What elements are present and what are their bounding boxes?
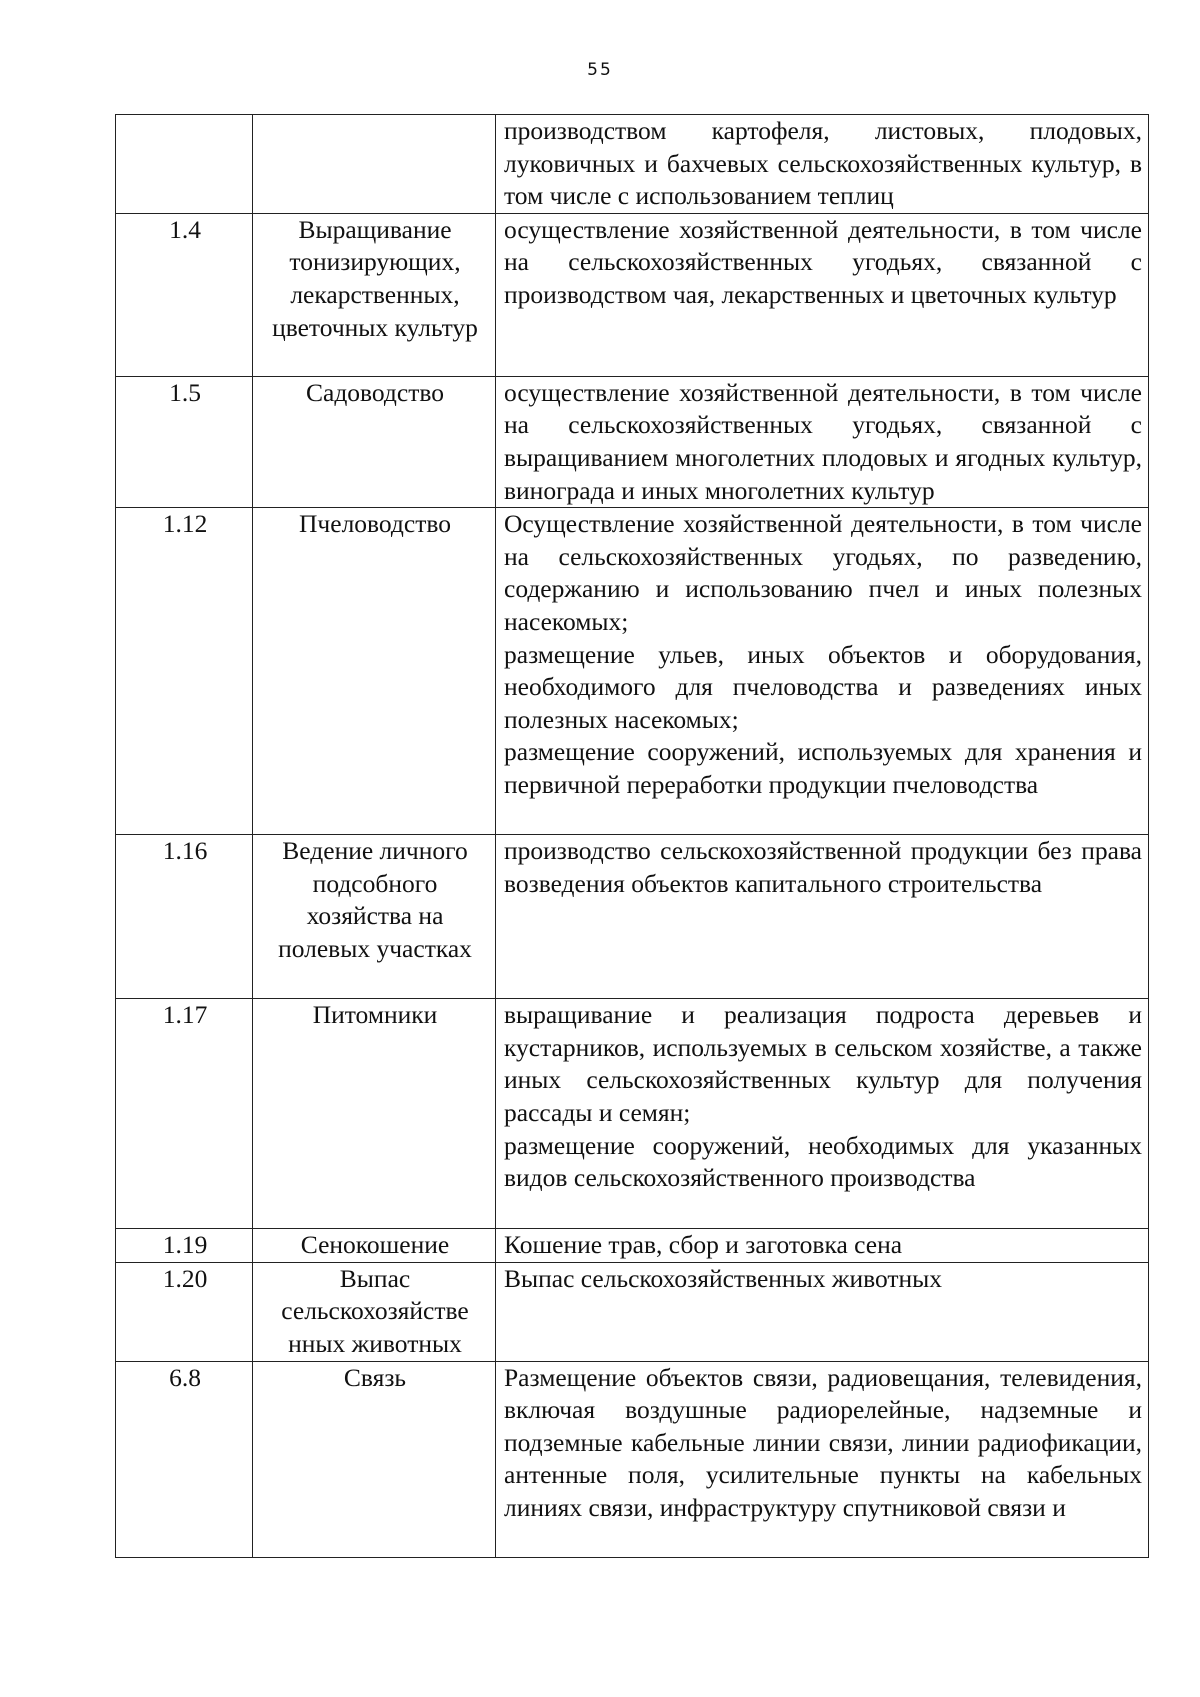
row-description: [496, 376, 1149, 507]
description-paragraph: Выпас сельскохозяйственных животных: [504, 1263, 943, 1293]
description-paragraph: Размещение объектов связи, радиовещания, телевидения, включая воздушные радиорелейные, надземные и подземные кабельные линии связи, линии радиофикации, антенные поля, усилительные пункты на кабельных линиях связи, инфраструктуру спутниковой связи и: [504, 1362, 1142, 1522]
table-row: [116, 1262, 1149, 1361]
row-name: Питомники: [253, 999, 496, 1229]
row-description: [496, 213, 1149, 376]
table-body: [116, 115, 1149, 1558]
row-description: [496, 835, 1149, 999]
row-name: Связь: [253, 1361, 496, 1557]
description-paragraph: производство сельскохозяйственной продукции без права возведения объектов капитального строительства: [504, 836, 1142, 898]
row-description: [496, 1262, 1149, 1361]
description-paragraph: осуществление хозяйственной деятельности, в том числе на сельскохозяйственных угодьях, связанной с выращиванием многолетних плодовых и ягодных культур, винограда и иных многолетних культур: [504, 377, 1142, 505]
row-name: Сенокошение: [253, 1229, 496, 1263]
description-paragraph: размещение сооружений, необходимых для указанных видов сельскохозяйственного производства: [504, 1130, 1142, 1193]
row-code: [116, 115, 253, 214]
table-row: [116, 835, 1149, 999]
description-paragraph: производством картофеля, листовых, плодовых, луковичных и бахчевых сельскохозяйственных культур, в том числе с использованием теплиц: [504, 116, 1142, 211]
row-code: 1.4: [116, 213, 253, 376]
row-name: Выпас сельскохозяйстве нных животных: [253, 1262, 496, 1361]
row-code: 1.17: [116, 999, 253, 1229]
row-description: [496, 115, 1149, 214]
row-description: [496, 1361, 1149, 1557]
table-row: [116, 213, 1149, 376]
row-description: [496, 1229, 1149, 1263]
row-code: 1.5: [116, 376, 253, 507]
table-row: [116, 1229, 1149, 1263]
row-description: [496, 508, 1149, 835]
table-row: [116, 115, 1149, 214]
row-code: 1.20: [116, 1262, 253, 1361]
table-row: [116, 508, 1149, 835]
table-row: [116, 999, 1149, 1229]
row-name: Пчеловодство: [253, 508, 496, 835]
row-code: 1.12: [116, 508, 253, 835]
row-code: 1.19: [116, 1229, 253, 1263]
row-name: [253, 115, 496, 214]
row-code: 1.16: [116, 835, 253, 999]
description-paragraph: размещение сооружений, используемых для хранения и первичной переработки продукции пчеловодства: [504, 737, 1142, 799]
description-paragraph: размещение ульев, иных объектов и оборудования, необходимого для пчеловодства и разведениях иных полезных насекомых;: [504, 639, 1142, 734]
description-paragraph: осуществление хозяйственной деятельности, в том числе на сельскохозяйственных угодьях, связанной с производством чая, лекарственных и цветочных культур: [504, 214, 1142, 309]
description-paragraph: Кошение трав, сбор и заготовка сена: [504, 1230, 903, 1260]
land-use-table: [115, 114, 1149, 1558]
table-row: [116, 1361, 1149, 1557]
description-paragraph: Осуществление хозяйственной деятельности, в том числе на сельскохозяйственных угодьях, по разведению, содержанию и использованию пчел и иных полезных насекомых;: [504, 509, 1142, 636]
table-row: [116, 376, 1149, 507]
row-name: Ведение личного подсобного хозяйства на полевых участках: [253, 835, 496, 999]
row-code: 6.8: [116, 1361, 253, 1557]
row-name: Выращивание тонизирующих, лекарственных, цветочных культур: [253, 213, 496, 376]
page-number: 55: [587, 60, 613, 80]
row-description: [496, 999, 1149, 1229]
description-paragraph: выращивание и реализация подроста деревьев и кустарников, используемых в сельском хозяйстве, а также иных сельскохозяйственных культур для получения рассады и семян;: [504, 1000, 1142, 1127]
row-name: Садоводство: [253, 376, 496, 507]
